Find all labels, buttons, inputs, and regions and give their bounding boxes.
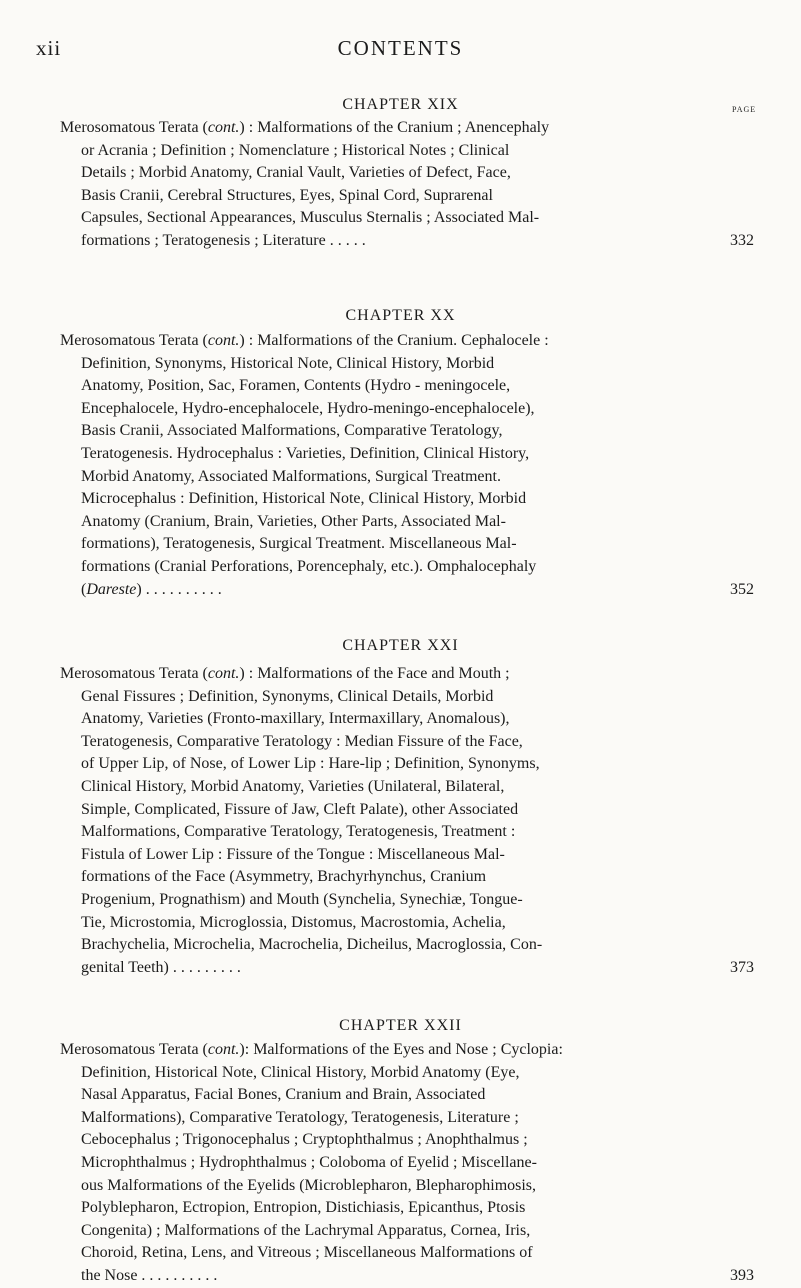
entry-line-text: Anatomy, Position, Sac, Foramen, Contents (Hydro - meningocele, [81,377,511,395]
entry-line-text: Genal Fissures ; Definition, Synonyms, Clinical Details, Morbid [81,687,494,705]
entry-line-text: Fistula of Lower Lip : Fissure of the Tongue : Miscellaneous Mal- [81,845,505,863]
entry-line-text: Merosomatous Terata (cont.) : Malformations of the Face and Mouth ; [60,665,510,682]
chapter-entry [60,117,754,253]
entry-line [60,556,742,579]
entry-line [60,731,742,754]
entry-line [60,799,742,822]
page-column-label: PAGE [732,105,757,114]
entry-line [60,1265,754,1288]
entry-line [60,663,742,686]
entry-line [60,230,754,253]
entry-line-text: Details ; Morbid Anatomy, Cranial Vault, Varieties of Defect, Face, [81,164,511,182]
chapter-entry [60,663,754,979]
page-header [0,36,801,66]
entry-line-text: Microcephalus : Definition, Historical Note, Clinical History, Morbid [81,490,527,508]
entry-line-text: genital Teeth) . . . . . . . . . [81,958,241,976]
entry-line [60,533,742,556]
page-number: xii [36,36,62,60]
entry-line [60,889,742,912]
entry-line-text: Choroid, Retina, Lens, and Vitreous ; Miscellaneous Malformations of [81,1244,533,1262]
entry-line-text: Anatomy (Cranium, Brain, Varieties, Other Parts, Associated Mal- [81,512,506,530]
entry-line [60,1039,742,1062]
entry-line [60,511,742,534]
entry-line-text: Definition, Historical Note, Clinical History, Morbid Anatomy (Eye, [81,1063,520,1081]
entry-line [60,117,742,140]
page-reference: 393 [730,1266,754,1284]
page-reference: 332 [730,231,754,249]
entry-line [60,776,742,799]
entry-line [60,375,742,398]
running-title: CONTENTS [337,36,464,60]
page-reference: 352 [730,580,754,598]
chapter-title: CHAPTER XX [345,307,456,324]
entry-line-text: Merosomatous Terata (cont.) : Malformations of the Cranium. Cephalocele : [60,332,549,349]
entry-line [60,1062,742,1085]
entry-line [60,353,742,376]
entry-line-text: Simple, Complicated, Fissure of Jaw, Cleft Palate), other Associated [81,800,519,818]
entry-line-text: Polyblepharon, Ectropion, Entropion, Distichiasis, Epicanthus, Ptosis [81,1199,526,1217]
entry-line-text: Teratogenesis. Hydrocephalus : Varieties, Definition, Clinical History, [81,444,530,462]
entry-line [60,1107,742,1130]
chapter-title: CHAPTER XIX [342,96,459,113]
entry-line-text: Anatomy, Varieties (Fronto-maxillary, Intermaxillary, Anomalous), [81,710,510,728]
entry-line [60,1175,742,1198]
entry-line-text: Clinical History, Morbid Anatomy, Varieties (Unilateral, Bilateral, [81,777,505,795]
entry-line [60,1220,742,1243]
entry-line [60,579,754,602]
entry-line-text: Progenium, Prognathism) and Mouth (Synchelia, Synechiæ, Tongue- [81,890,523,908]
entry-line-text: or Acrania ; Definition ; Nomenclature ; Historical Notes ; Clinical [81,141,510,159]
entry-line-text: Encephalocele, Hydro-encephalocele, Hydro-meningo-encephalocele), [81,399,535,417]
entry-line [60,753,742,776]
entry-line [60,140,742,163]
entry-line-text: Microphthalmus ; Hydrophthalmus ; Coloboma of Eyelid ; Miscellane- [81,1153,537,1171]
entry-line [60,207,742,230]
chapter-title: CHAPTER XXII [339,1017,462,1034]
entry-line [60,488,742,511]
entry-line-text: Definition, Synonyms, Historical Note, Clinical History, Morbid [81,354,495,372]
entry-line-text: Tie, Microstomia, Microglossia, Distomus, Macrostomia, Achelia, [81,913,506,931]
entry-line-text: Malformations), Comparative Teratology, Teratogenesis, Literature ; [81,1108,519,1126]
entry-line [60,1242,742,1265]
entry-line [60,708,742,731]
entry-line [60,420,742,443]
entry-line [60,185,742,208]
entry-line-text: Teratogenesis, Comparative Teratology : Median Fissure of the Face, [81,732,523,750]
entry-line [60,466,742,489]
entry-line [60,866,742,889]
chapter-entry [60,1039,754,1288]
entry-line [60,934,742,957]
entry-line-text: formations of the Face (Asymmetry, Brachyrhynchus, Cranium [81,868,487,886]
chapter-title: CHAPTER XXI [342,637,459,654]
page-reference: 373 [730,958,754,976]
entry-line [60,398,742,421]
entry-line [60,330,742,353]
entry-line-text: Capsules, Sectional Appearances, Musculus Sternalis ; Associated Mal- [81,209,540,227]
entry-line-text: Basis Cranii, Associated Malformations, Comparative Teratology, [81,422,503,440]
entry-line [60,1152,742,1175]
entry-line-text: Nasal Apparatus, Facial Bones, Cranium and Brain, Associated [81,1086,486,1104]
entry-line [60,1129,742,1152]
entry-line [60,912,742,935]
entry-line-text: formations (Cranial Perforations, Porencephaly, etc.). Omphalocephaly [81,557,537,575]
chapter-entry [60,330,754,601]
entry-line-text: Cebocephalus ; Trigonocephalus ; Cryptophthalmus ; Anophthalmus ; [81,1131,528,1149]
entry-line-text: Merosomatous Terata (cont.): Malformations of the Eyes and Nose ; Cyclopia: [60,1041,563,1058]
entry-line [60,1197,742,1220]
entry-line-text: Basis Cranii, Cerebral Structures, Eyes, Spinal Cord, Suprarenal [81,186,493,204]
entry-line [60,821,742,844]
entry-line [60,844,742,867]
entry-line-text: Brachychelia, Microchelia, Macrochelia, Dicheilus, Macroglossia, Con- [81,936,543,954]
entry-line-text: ous Malformations of the Eyelids (Microblepharon, Blepharophimosis, [81,1176,537,1194]
entry-line-text: Malformations, Comparative Teratology, Teratogenesis, Treatment : [81,823,516,841]
entry-line [60,957,754,980]
entry-line-text: formations), Teratogenesis, Surgical Treatment. Miscellaneous Mal- [81,535,517,553]
entry-line-text: formations ; Teratogenesis ; Literature . . . . . [81,231,366,249]
entry-line-text: (Dareste) . . . . . . . . . . [81,580,222,598]
entry-line-text: Congenita) ; Malformations of the Lachrymal Apparatus, Cornea, Iris, [81,1221,531,1239]
entry-line-text: Merosomatous Terata (cont.) : Malformations of the Cranium ; Anencephaly [60,119,550,136]
entry-line [60,1084,742,1107]
entry-line [60,443,742,466]
entry-line-text: of Upper Lip, of Nose, of Lower Lip : Hare-lip ; Definition, Synonyms, [81,755,540,773]
entry-line [60,162,742,185]
entry-line-text: the Nose . . . . . . . . . . [81,1266,218,1284]
entry-line [60,686,742,709]
entry-line-text: Morbid Anatomy, Associated Malformations, Surgical Treatment. [81,467,501,485]
